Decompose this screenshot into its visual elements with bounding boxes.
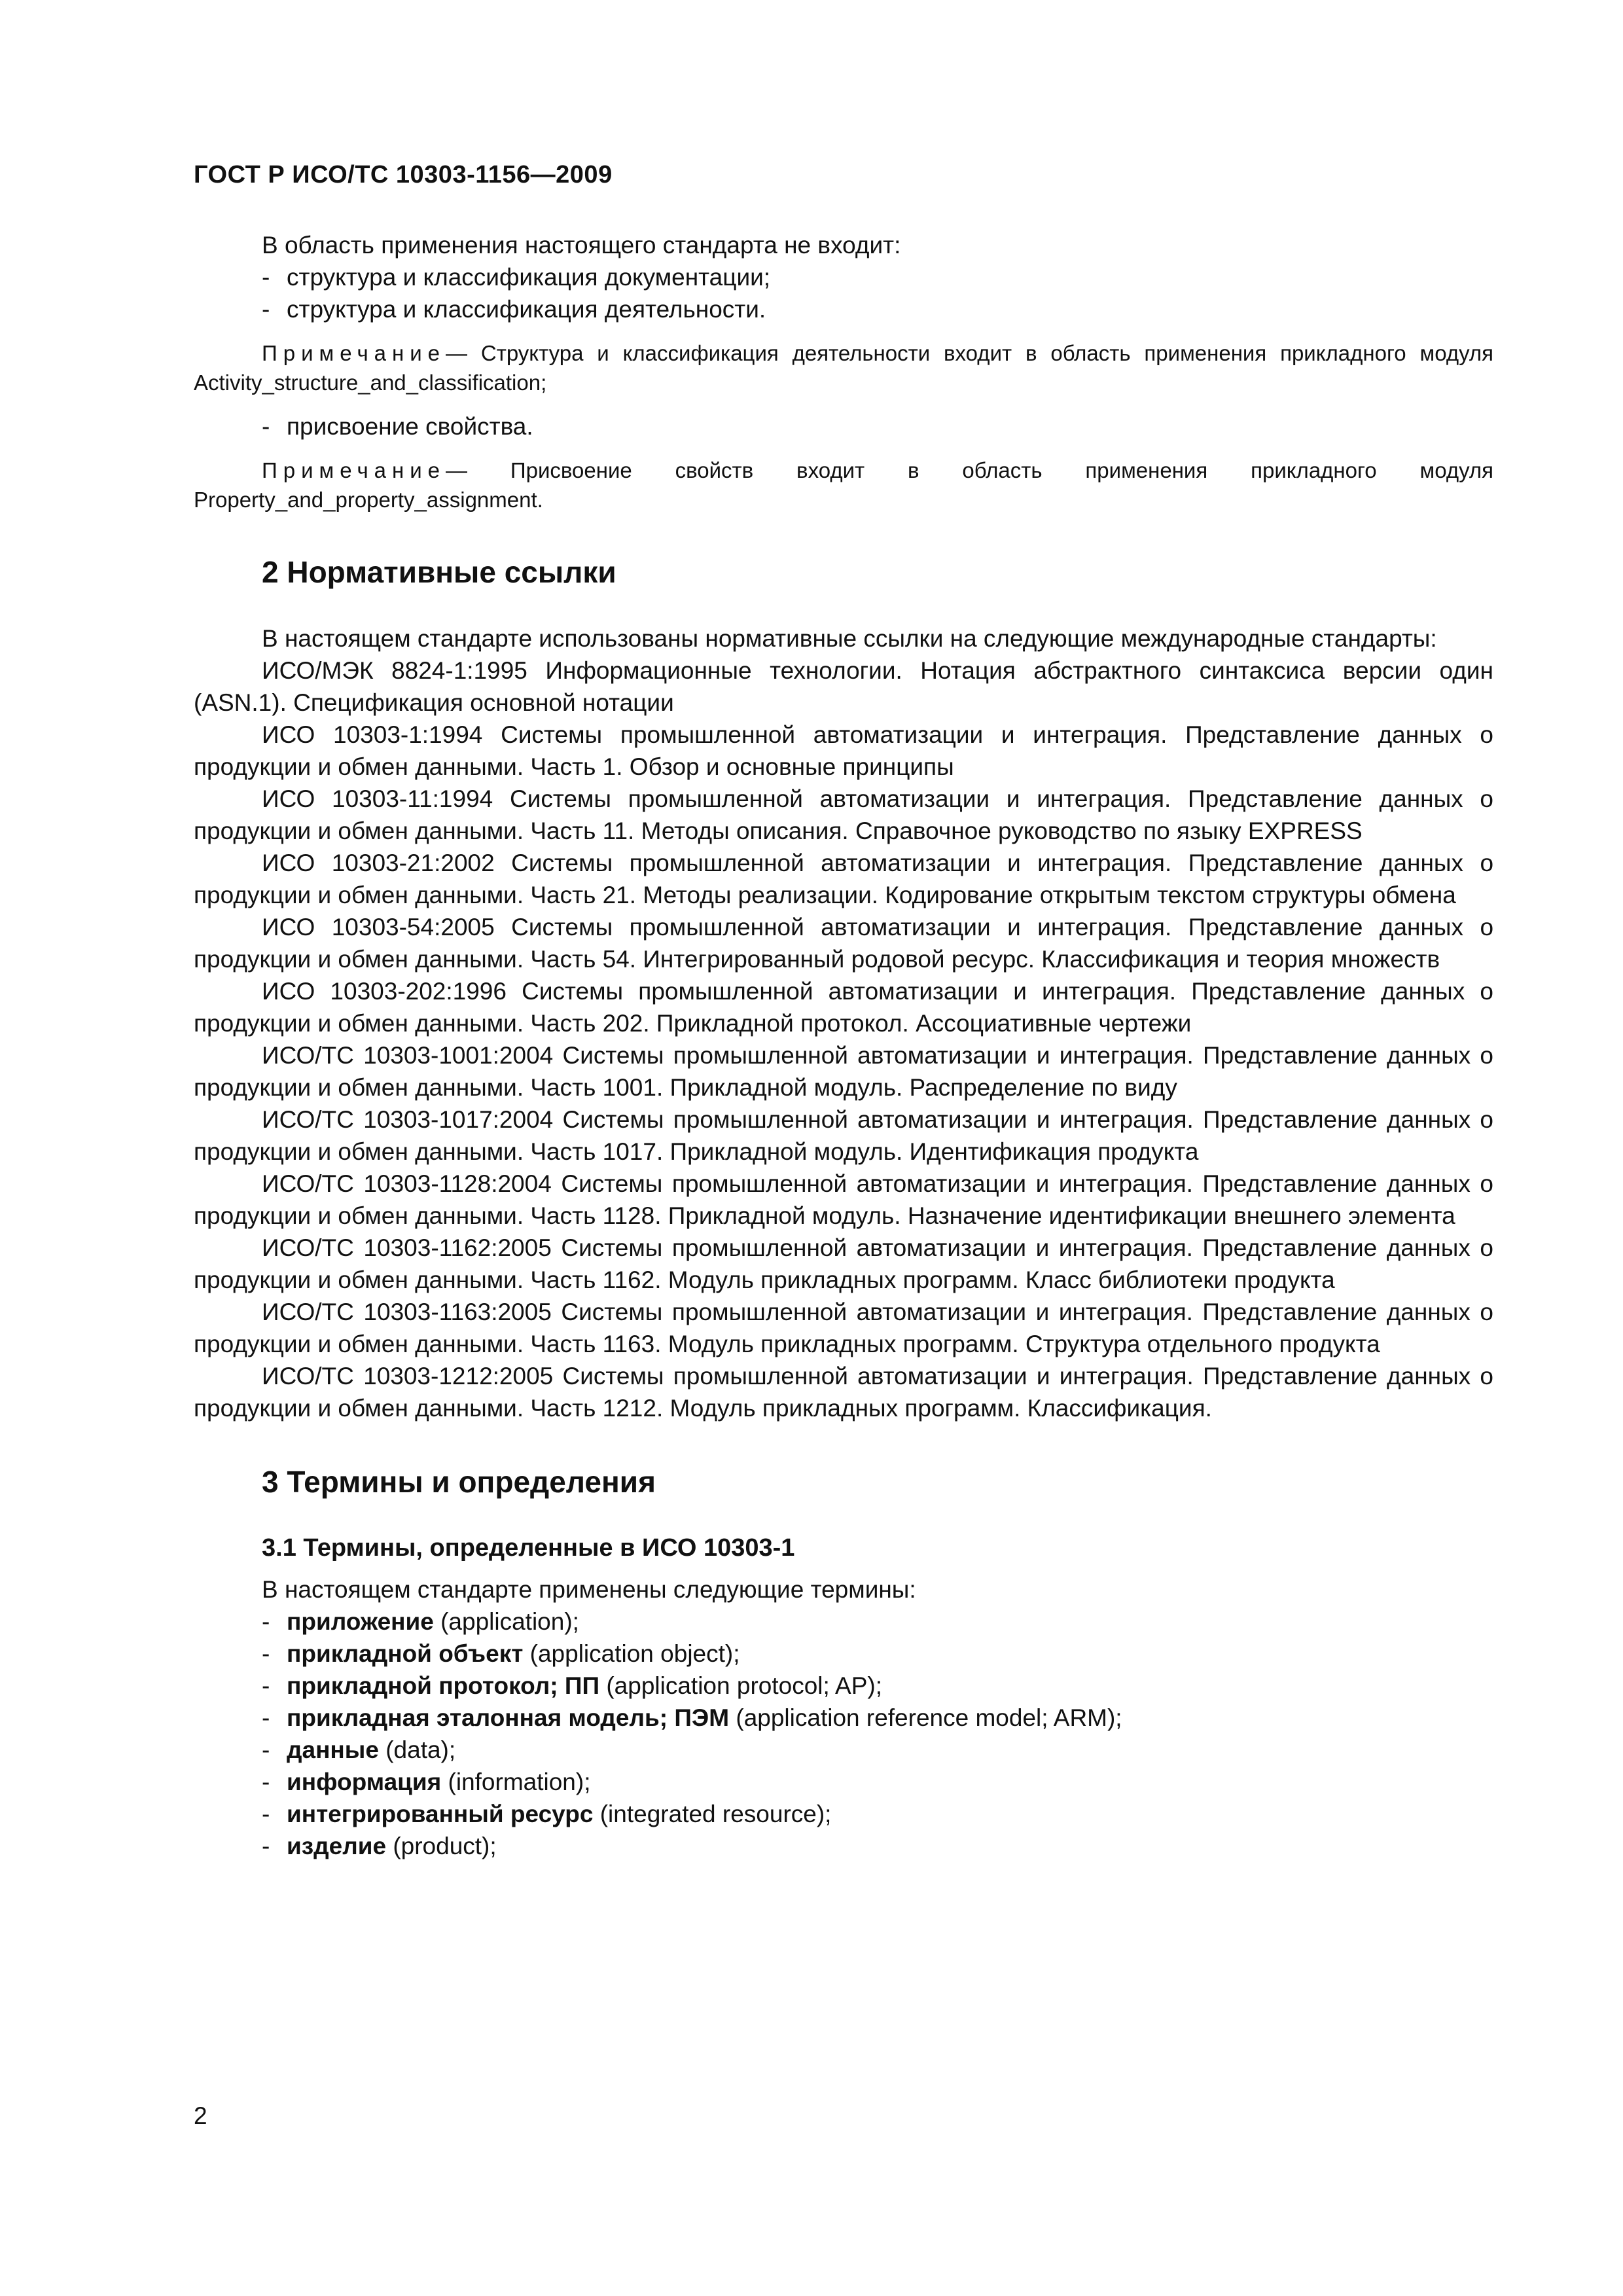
note-label: Примечание xyxy=(262,341,446,365)
term-english: (application object); xyxy=(529,1640,740,1667)
list-item: - присвоение свойства. xyxy=(262,413,533,440)
note-1 xyxy=(194,338,1493,397)
term-english: (data); xyxy=(385,1736,456,1763)
term-item: - интегрированный ресурс (integrated resource); xyxy=(262,1801,832,1827)
term-item: - прикладной протокол; ПП (application protocol; AP); xyxy=(262,1672,882,1699)
term-english: (application protocol; AP); xyxy=(606,1672,882,1699)
reference-code: ИСО/ТС 10303-1017:2004 xyxy=(262,1106,554,1133)
reference-title: Системы промышленной автоматизации и интеграция. Представление данных о продукции и обмен данными. Часть 1163. Модуль прикладных программ. Структура отдельного продукта xyxy=(194,1299,1494,1357)
reference-code: ИСО 10303-54:2005 xyxy=(262,914,495,941)
reference-title: Системы промышленной автоматизации и интеграция. Представление данных о продукции и обмен данными. Часть 21. Методы реализации. Кодирование открытым текстом структуры обмена xyxy=(194,850,1494,908)
term-english: (application reference model; ARM); xyxy=(736,1704,1122,1731)
reference-item xyxy=(194,1296,1493,1360)
term-english: (application); xyxy=(440,1608,579,1635)
term-name: изделие xyxy=(287,1833,387,1859)
normative-references-list xyxy=(194,655,1493,1424)
reference-code: ИСО/ТС 10303-1162:2005 xyxy=(262,1234,552,1261)
reference-title: Системы промышленной автоматизации и интеграция. Представление данных о продукции и обмен данными. Часть 1001. Прикладной модуль. Распределение по виду xyxy=(194,1042,1493,1101)
reference-item xyxy=(194,1039,1493,1103)
reference-code: ИСО/ТС 10303-1001:2004 xyxy=(262,1042,554,1069)
term-item: - информация (information); xyxy=(262,1768,591,1795)
document-header: ГОСТ Р ИСО/ТС 10303-1156—2009 xyxy=(194,161,613,188)
reference-item xyxy=(194,1168,1493,1232)
reference-title: Системы промышленной автоматизации и интеграция. Представление данных о продукции и обмен данными. Часть 1162. Модуль прикладных программ. Класс библиотеки продукта xyxy=(194,1234,1494,1293)
section-3-title: 3 Термины и определения xyxy=(262,1465,656,1499)
reference-code: ИСО 10303-202:1996 xyxy=(262,978,507,1005)
reference-title: Системы промышленной автоматизации и интеграция. Представление данных о продукции и обмен данными. Часть 202. Прикладной протокол. Ассоциативные чертежи xyxy=(194,978,1494,1037)
term-item: - данные (data); xyxy=(262,1736,456,1763)
reference-code: ИСО 10303-1:1994 xyxy=(262,721,483,748)
reference-title: Системы промышленной автоматизации и интеграция. Представление данных о продукции и обмен данными. Часть 1. Обзор и основные принципы xyxy=(194,721,1494,780)
reference-item xyxy=(194,847,1493,911)
reference-code: ИСО/ТС 10303-1212:2005 xyxy=(262,1363,554,1390)
reference-code: ИСО 10303-11:1994 xyxy=(262,785,493,812)
reference-item xyxy=(194,783,1493,847)
reference-code: ИСО/МЭК 8824-1:1995 xyxy=(262,657,527,684)
note-2 xyxy=(194,456,1493,514)
scope-exclusion-intro: В область применения настоящего стандарта не входит: xyxy=(262,232,901,259)
reference-title: Информационные технологии. Нотация абстрактного синтаксиса версии один (ASN.1). Спецификация основной нотации xyxy=(194,657,1493,716)
reference-title: Системы промышленной автоматизации и интеграция. Представление данных о продукции и обмен данными. Часть 1017. Прикладной модуль. Идентификация продукта xyxy=(194,1106,1493,1165)
reference-code: ИСО/ТС 10303-1128:2004 xyxy=(262,1170,552,1197)
page-content xyxy=(194,229,1493,1862)
reference-code: ИСО 10303-21:2002 xyxy=(262,850,495,876)
list-item: - структура и классификация деятельности. xyxy=(262,296,766,323)
reference-item xyxy=(194,655,1493,719)
reference-title: Системы промышленной автоматизации и интеграция. Представление данных о продукции и обмен данными. Часть 1128. Прикладной модуль. Назначение идентификации внешнего элемента xyxy=(194,1170,1494,1229)
term-english: (integrated resource); xyxy=(599,1801,832,1827)
list-item: - структура и классификация документации; xyxy=(262,264,771,291)
term-english: (product); xyxy=(393,1833,497,1859)
section-3-1-title: 3.1 Термины, определенные в ИСО 10303-1 xyxy=(262,1534,795,1562)
term-name: прикладной протокол; ПП xyxy=(287,1672,600,1699)
reference-item xyxy=(194,911,1493,975)
reference-item xyxy=(194,1103,1493,1168)
section-3-1-intro: В настоящем стандарте применены следующие термины: xyxy=(262,1576,916,1603)
term-item: - изделие (product); xyxy=(262,1833,497,1859)
term-item: - приложение (application); xyxy=(262,1608,579,1635)
note-text: — Присвоение свойств входит в область применения прикладного модуля Property_and_property_assignment. xyxy=(194,458,1493,512)
term-item: - прикладная эталонная модель; ПЭМ (application reference model; ARM); xyxy=(262,1704,1122,1731)
term-name: прикладная эталонная модель; ПЭМ xyxy=(287,1704,730,1731)
term-name: информация xyxy=(287,1768,442,1795)
reference-item xyxy=(194,719,1493,783)
section-2-title: 2 Нормативные ссылки xyxy=(262,555,616,589)
term-name: прикладной объект xyxy=(287,1640,524,1667)
page-number: 2 xyxy=(194,2102,207,2129)
term-name: интегрированный ресурс xyxy=(287,1801,594,1827)
note-text: — Структура и классификация деятельности входит в область применения прикладного модуля Activity_structure_and_classification; xyxy=(194,341,1493,395)
reference-title: Системы промышленной автоматизации и интеграция. Представление данных о продукции и обмен данными. Часть 54. Интегрированный родовой ресурс. Классификация и теория множеств xyxy=(194,914,1494,973)
term-english: (information); xyxy=(448,1768,591,1795)
reference-code: ИСО/ТС 10303-1163:2005 xyxy=(262,1299,552,1325)
terms-list xyxy=(194,1605,1493,1862)
term-name: приложение xyxy=(287,1608,434,1635)
term-item: - прикладной объект (application object); xyxy=(262,1640,740,1667)
section-2-intro: В настоящем стандарте использованы нормативные ссылки на следующие международные стандарты: xyxy=(262,625,1437,652)
reference-item xyxy=(194,1232,1493,1296)
reference-item xyxy=(194,975,1493,1039)
reference-title: Системы промышленной автоматизации и интеграция. Представление данных о продукции и обмен данными. Часть 1212. Модуль прикладных программ. Классификация. xyxy=(194,1363,1493,1422)
note-label: Примечание xyxy=(262,458,446,482)
reference-title: Системы промышленной автоматизации и интеграция. Представление данных о продукции и обмен данными. Часть 11. Методы описания. Справочное руководство по языку EXPRESS xyxy=(194,785,1493,844)
term-name: данные xyxy=(287,1736,379,1763)
reference-item xyxy=(194,1360,1493,1424)
